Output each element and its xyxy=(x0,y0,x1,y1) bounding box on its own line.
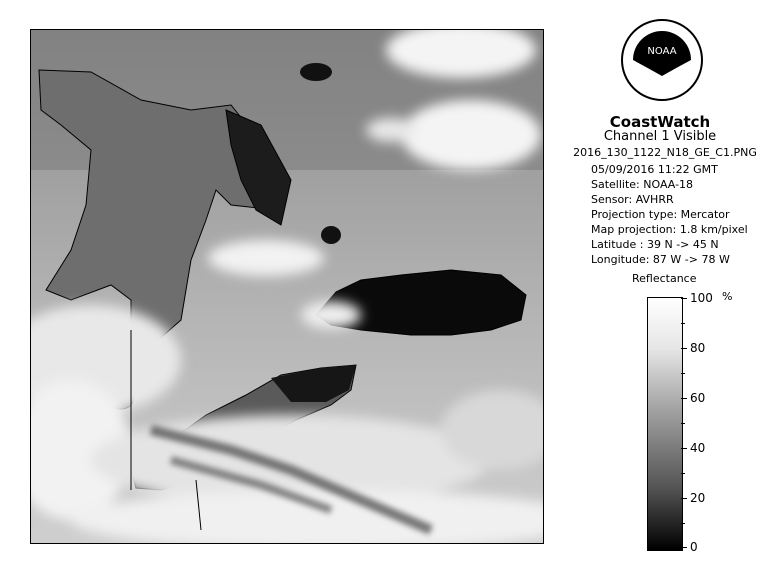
datetime-text: 05/09/2016 11:22 GMT xyxy=(591,163,718,176)
satellite-text: Satellite: NOAA-18 xyxy=(591,178,694,191)
map-projection-text: Map projection: 1.8 km/pixel xyxy=(591,223,748,236)
longitude-text: Longitude: 87 W -> 78 W xyxy=(591,253,730,266)
colorbar-minor-tick xyxy=(681,473,685,474)
colorbar-tick-label: 100 xyxy=(690,291,713,305)
channel-label: Channel 1 Visible xyxy=(603,129,717,144)
image-filename: 2016_130_1122_N18_GE_C1.PNG xyxy=(573,146,757,159)
projection-type-text: Projection type: Mercator xyxy=(591,208,730,221)
noaa-logo-text: NOAA xyxy=(647,46,677,57)
colorbar-label: Reflectance xyxy=(632,272,697,285)
colorbar-tick-label: 20 xyxy=(690,491,706,505)
lake-nipissing xyxy=(300,63,332,81)
sensor-text: Sensor: AVHRR xyxy=(591,193,674,206)
reflectance-colorbar xyxy=(647,297,683,551)
latitude-text: Latitude : 39 N -> 45 N xyxy=(591,238,719,251)
noaa-logo-icon xyxy=(620,18,704,102)
colorbar-tick xyxy=(681,398,687,399)
lake-simcoe xyxy=(321,226,341,244)
colorbar-tick xyxy=(681,448,687,449)
colorbar-tick xyxy=(681,498,687,499)
satellite-image-render xyxy=(31,30,543,543)
colorbar-minor-tick xyxy=(681,523,685,524)
colorbar-tick-label: 60 xyxy=(690,391,706,405)
colorbar-tick xyxy=(681,298,687,299)
colorbar-tick-label: 40 xyxy=(690,441,706,455)
colorbar-minor-tick xyxy=(681,423,685,424)
colorbar-minor-tick xyxy=(681,373,685,374)
colorbar-tick-label: 80 xyxy=(690,341,706,355)
colorbar-unit: % xyxy=(722,290,733,303)
colorbar-tick xyxy=(681,348,687,349)
satellite-image xyxy=(30,29,544,544)
app-title: CoastWatch xyxy=(609,113,711,131)
colorbar-minor-tick xyxy=(681,323,685,324)
colorbar-tick xyxy=(681,547,687,548)
colorbar-tick-label: 0 xyxy=(690,540,698,554)
